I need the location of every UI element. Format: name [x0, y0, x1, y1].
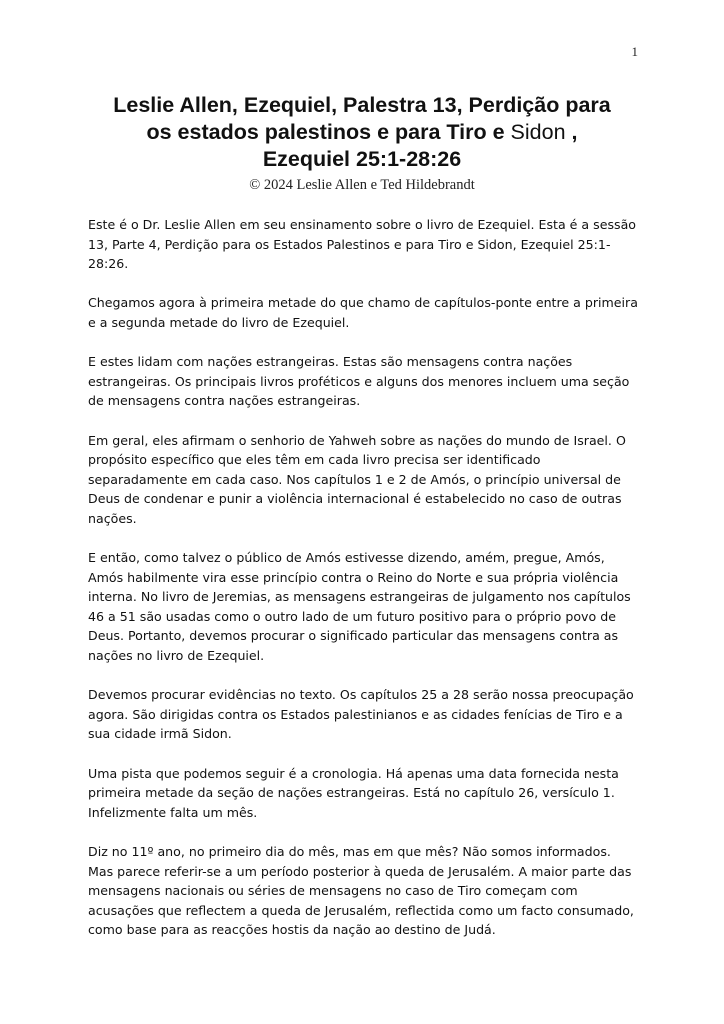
copyright-notice: © 2024 Leslie Allen e Ted Hildebrandt — [249, 177, 475, 193]
paragraph: Em geral, eles afirmam o senhorio de Yahweh sobre as nações do mundo de Israel. O propósito específico que eles têm em cada livro precisa ser identificado separadamente em cada caso. Nos capítulos 1 e 2 de Amós, o princípio universal de Deus de condenar e punir a violência internacional é estabelecido no caso de outras nações. — [88, 432, 626, 526]
title-line-2-comma: , — [571, 120, 578, 144]
title-line-2-sidon: Sidon — [510, 120, 566, 144]
title-line-2-part-a: os estados palestinos e para Tiro e — [146, 120, 505, 144]
paragraph: Chegamos agora à primeira metade do que chamo de capítulos-ponte entre a primeira e a segunda metade do livro de Ezequiel. — [88, 295, 638, 330]
paragraph: Este é o Dr. Leslie Allen em seu ensinamento sobre o livro de Ezequiel. Esta é a sessão 13, Parte 4, Perdição para os Estados Palestinos e para Tiro e Sidon, Ezequiel 25:1-28:26. — [88, 217, 637, 272]
paragraph: E estes lidam com nações estrangeiras. Estas são mensagens contra nações estrangeiras. Os principais livros proféticos e alguns dos menores incluem uma seção de mensagens contra nações estrangeiras. — [88, 354, 630, 409]
paragraph: Devemos procurar evidências no texto. Os capítulos 25 a 28 serão nossa preocupação agora. São dirigidas contra os Estados palestinianos e as cidades fenícias de Tiro e a sua cidade irmã Sidon. — [88, 687, 634, 742]
paragraph: Uma pista que podemos seguir é a cronologia. Há apenas uma data fornecida nesta primeira metade da seção de nações estrangeiras. Está no capítulo 26, versículo 1. Infelizmente falta um mês. — [88, 765, 619, 820]
title-line-3: Ezequiel 25:1-28:26 — [262, 147, 462, 171]
paragraph: Diz no 11º ano, no primeiro dia do mês, mas em que mês? Não somos informados. Mas parece referir-se a um período posterior à queda de Jerusalém. A maior parte das mensagens nacionais ou séries de mensagens no caso de Tiro começam com acusações que reflectem a queda de Jerusalém, reflectida como um facto consumado, como base para as reacções hostis da nação ao destino de Judá. — [88, 844, 634, 938]
title-line-2 — [60, 119, 664, 146]
page-number: 1 — [631, 44, 638, 59]
document-body — [88, 215, 638, 960]
paragraph: E então, como talvez o público de Amós estivesse dizendo, amém, pregue, Amós, Amós habilmente vira esse princípio contra o Reino do Norte e sua própria violência interna. No livro de Jeremias, as mensagens estrangeiras de julgamento nos capítulos 46 a 51 são usadas como o outro lado de um futuro positivo para o próprio povo de Deus. Portanto, devemos procurar o significado particular das mensagens contra as nações no livro de Ezequiel. — [88, 550, 631, 664]
document-title — [60, 92, 664, 173]
title-line-1: Leslie Allen, Ezequiel, Palestra 13, Perdição para — [113, 93, 611, 117]
